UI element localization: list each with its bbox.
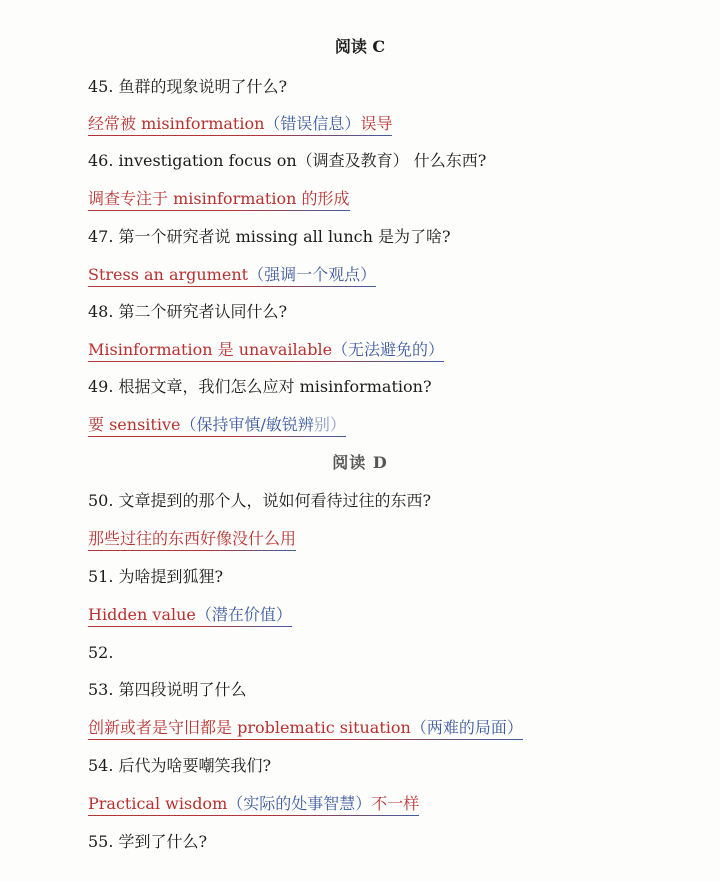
answer-47 (88, 264, 376, 286)
answer-48-red: Misinformation 是 unavailable (88, 340, 333, 359)
section-d-title: 阅读 D (332, 453, 388, 472)
answer-45 (88, 113, 392, 135)
question-47: 47. 第一个研究者说 missing all lunch 是为了啥? (88, 227, 451, 246)
answer-53-red: 创新或者是守旧都是 problematic situation (88, 718, 411, 737)
answer-50 (88, 528, 296, 550)
answer-54 (88, 793, 419, 815)
answer-49-faint: 别） (313, 415, 346, 434)
question-45: 45. 鱼群的现象说明了什么? (88, 77, 288, 96)
answer-54-red2: 不一样 (371, 794, 420, 813)
answer-48-blue: （无法避免的） (332, 340, 445, 359)
answer-53-blue: （两难的局面） (410, 718, 523, 737)
answer-47-red: Stress an argument (88, 265, 249, 284)
question-52: 52. (88, 643, 114, 662)
answer-47-blue: （强调一个观点） (248, 265, 377, 284)
answer-51 (88, 604, 292, 626)
question-54: 54. 后代为啥要嘲笑我们? (88, 756, 272, 775)
answer-49-blue: （保持审慎/敏锐辨 (180, 415, 314, 434)
question-46: 46. investigation focus on（调查及教育） 什么东西? (88, 151, 487, 170)
question-50: 50. 文章提到的那个人，说如何看待过往的东西? (88, 491, 432, 510)
answer-54-blue: （实际的处事智慧） (227, 794, 372, 813)
answer-45-red2: 误导 (360, 114, 393, 133)
question-53: 53. 第四段说明了什么 (88, 680, 247, 699)
answer-49 (88, 414, 346, 436)
answer-54-red: Practical wisdom (88, 794, 228, 813)
section-c-title: 阅读 C (334, 37, 386, 56)
question-49: 49. 根据文章，我们怎么应对 misinformation? (88, 377, 432, 396)
answer-46-red: 调查专注于 misinformation 的形成 (88, 189, 350, 208)
answer-49-red: 要 sensitive (88, 415, 181, 434)
question-55: 55. 学到了什么? (88, 832, 208, 851)
answer-51-blue: （潜在价值） (195, 605, 292, 624)
answer-46 (88, 188, 350, 210)
question-51: 51. 为啥提到狐狸? (88, 567, 224, 586)
question-48: 48. 第二个研究者认同什么? (88, 302, 288, 321)
answer-48 (88, 339, 444, 361)
answer-51-red: Hidden value (88, 605, 196, 624)
answer-50-red: 那些过往的东西好像没什么用 (88, 529, 297, 548)
answer-45-red: 经常被 misinformation (88, 114, 265, 133)
answer-53 (88, 717, 523, 739)
answer-45-blue: （错误信息） (264, 114, 361, 133)
